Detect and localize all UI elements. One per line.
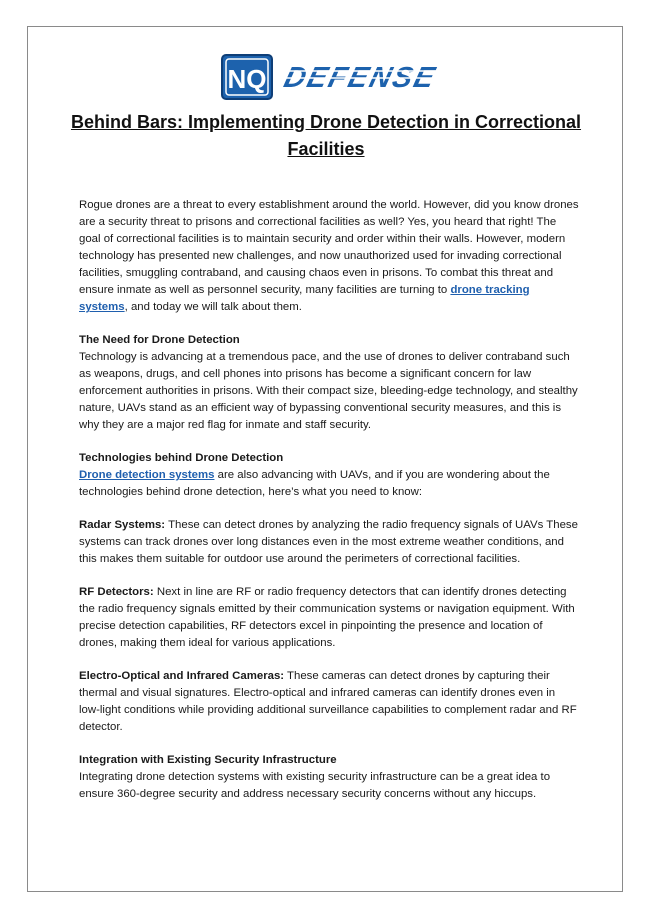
radar-section <box>79 517 579 568</box>
document-page <box>27 26 623 892</box>
svg-text:DEFENSE: DEFENSE <box>280 61 440 94</box>
technologies-heading: Technologies behind Drone Detection <box>79 452 284 464</box>
nq-defense-logo <box>216 49 446 105</box>
need-section <box>79 332 579 434</box>
need-heading: The Need for Drone Detection <box>79 334 240 346</box>
page-title: Behind Bars: Implementing Drone Detection in Correctional Facilities <box>70 112 582 159</box>
integration-section <box>79 752 579 803</box>
article-body <box>79 197 579 819</box>
intro-paragraph: Rogue drones are a threat to every establishment around the world. However, did you know drones are a security threat to prisons and correctional facilities as well? Yes, you heard that right! The goal of correctional facilities is to maintain security and order within their walls. However, modern technology has presented new challenges, and now unauthorized used for invading correctional facilities, smuggling contraband, and causing chaos even in prisons. To combat this threat and ensure inmate as well as personnel security, many facilities are turning to drone tracking systems, and today we will talk about them. <box>79 199 579 313</box>
cameras-label: Electro-Optical and Infrared Cameras: <box>79 670 285 682</box>
technologies-section <box>79 450 579 501</box>
radar-label: Radar Systems: <box>79 519 166 531</box>
svg-text:NQ: NQ <box>227 64 267 94</box>
integration-text: Integrating drone detection systems with existing security infrastructure can be a great idea to ensure 360-degree security and address necessary security concerns without any hiccups. <box>79 771 551 800</box>
rf-label: RF Detectors: <box>79 586 154 598</box>
rf-text: Next in line are RF or radio frequency detectors that can identify drones detecting the radio frequency signals emitted by their communication systems or navigation equipment. With precise detection capabilities, RF detectors excel in pinpointing the presence and location of drones, making them ideal for various applications. <box>79 586 575 649</box>
integration-heading: Integration with Existing Security Infrastructure <box>79 754 337 766</box>
cameras-text: These cameras can detect drones by capturing their thermal and visual signatures. Electro-optical and infrared cameras can identify drones even in low-light conditions while providing additional surveillance capabilities to complement radar and RF detector. <box>79 670 577 733</box>
drone-tracking-systems-link[interactable]: drone tracking systems <box>79 284 530 313</box>
cameras-section <box>79 668 579 736</box>
rf-section <box>79 584 579 652</box>
need-text: Technology is advancing at a tremendous pace, and the use of drones to deliver contraband such as weapons, drugs, and cell phones into prisons has become a significant concern for law enforcement authorities in prisons. With their compact size, bleeding-edge technology, and stealthy nature, UAVs stand as an efficient way of bypassing conventional security measures, and this is why they are a major red flag for inmate and staff security. <box>79 351 578 431</box>
technologies-text: are also advancing with UAVs, and if you are wondering about the technologies behind drone detection, here’s what you need to know: <box>79 469 550 498</box>
radar-text: These can detect drones by analyzing the radio frequency signals of UAVs These systems can track drones over long distances even in the most extreme weather conditions, and this makes them suitable for outdoor use around the perimeters of correctional facilities. <box>79 519 578 565</box>
drone-detection-systems-link[interactable]: Drone detection systems <box>79 469 215 481</box>
